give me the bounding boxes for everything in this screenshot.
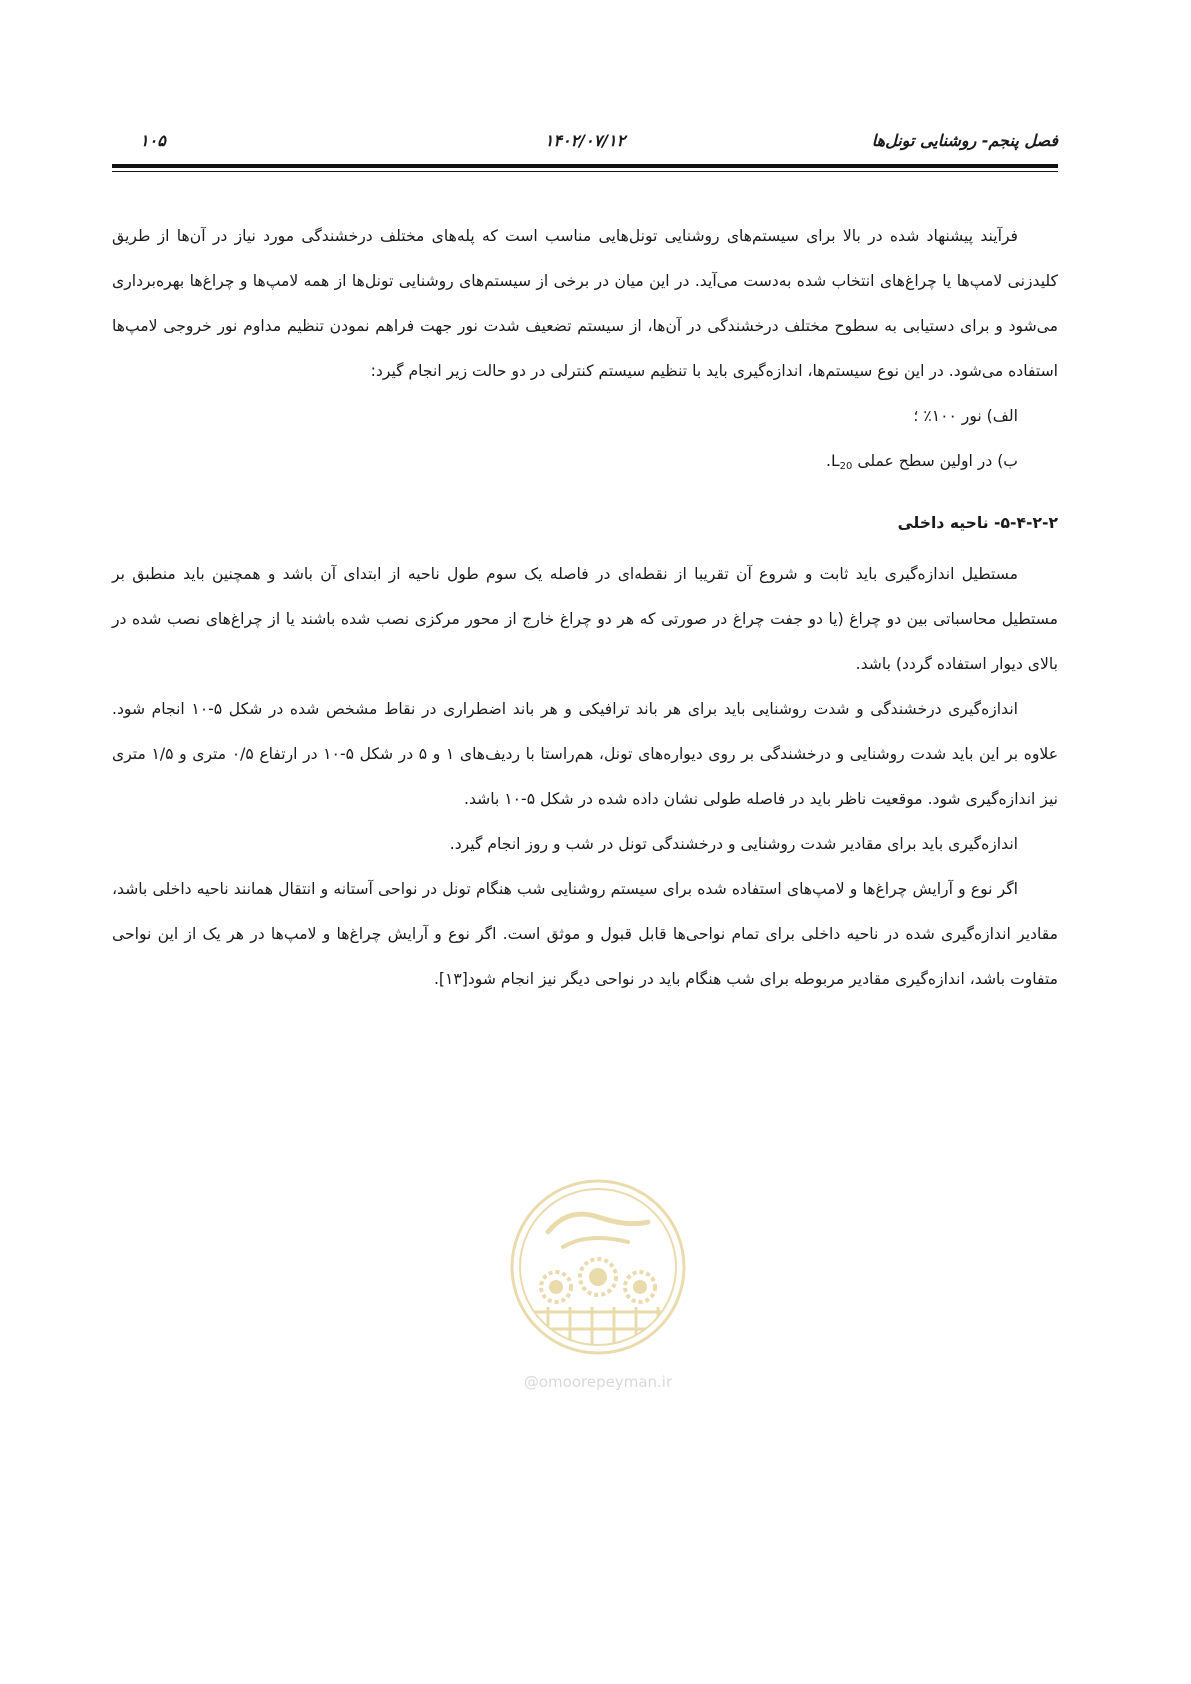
page-header <box>112 128 1058 154</box>
paragraph-measurement-rectangle: مستطیل اندازه‌گیری باید ثابت و شروع آن تقریبا از نقطه‌ای در فاصله یک سوم طول ناحیه از ابتدای آن باشد و همچنین باید منطبق بر مستطیل محاسباتی بین دو چراغ (یا دو جفت چراغ در صورتی که هر دو چراغ خارج از محور مرکزی نصب شده باشند یا از چراغ‌های نصب شده در بالای دیوار استفاده گردد) باشد. <box>112 565 1058 673</box>
luminance-symbol <box>831 452 852 470</box>
page-body <box>112 214 1058 1002</box>
watermark-caption: @omoorepeyman.ir <box>523 1373 673 1391</box>
list-item-b <box>112 439 1058 489</box>
watermark-logo <box>508 1177 688 1407</box>
watermark-seal-icon <box>508 1177 688 1367</box>
paragraph-intro: فرآیند پیشنهاد شده در بالا برای سیستم‌های روشنایی تونل‌هایی مناسب است که پله‌های مختلف درخشندگی مورد نیاز در آن‌ها از طریق کلیدزنی لامپ‌ها یا چراغ‌های انتخاب شده به‌دست می‌آید. در این میان در برخی از سیستم‌های روشنایی تونل‌ها از همه لامپ‌ها و چراغ‌ها بهره‌برداری می‌شود و برای دستیابی به سطوح مختلف درخشندگی در آن‌ها، از سیستم تضعیف شدت نور جهت فراهم نمودن تنظیم مداوم نور خروجی لامپ‌ها استفاده می‌شود. در این نوع سیستم‌ها، اندازه‌گیری باید با تنظیم سیستم کنترلی در دو حالت زیر انجام گیرد: <box>112 227 1058 380</box>
paragraph-measurement-points: اندازه‌گیری درخشندگی و شدت روشنایی باید برای هر باند ترافیکی و هر باند اضطراری در نقاط مشخص شده در شکل ۵-۱۰ انجام شود. علاوه بر این باید شدت روشنایی و درخشندگی بر روی دیواره‌های تونل، هم‌راستا با ردیف‌های ۱ و ۵ در شکل ۵-۱۰ در ارتفاع ۰/۵ متری و ۱/۵ متری نیز اندازه‌گیری شود. موقعیت ناظر باید در فاصله طولی نشان داده شده در شکل ۵-۱۰ باشد. <box>112 700 1059 808</box>
luminance-symbol-letter: L <box>830 452 840 470</box>
chapter-title: فصل پنجم- روشنایی تونل‌ها <box>871 131 1058 150</box>
section-heading: ۵-۴-۲-۲- ناحیه داخلی <box>897 514 1058 532</box>
header-date: ۱۴۰۲/۰۷/۱۲ <box>544 131 626 150</box>
luminance-subscript: 20 <box>839 461 853 472</box>
list-item-b-end: . <box>825 452 831 470</box>
list-item-b-text: ب) در اولین سطح عملی <box>852 452 1018 470</box>
paragraph-zones: اگر نوع و آرایش چراغ‌ها و لامپ‌های استفاده شده برای سیستم روشنایی شب هنگام تونل در نواحی آستانه و انتقال همانند ناحیه داخلی باشد، مقادیر اندازه‌گیری شده در ناحیه داخلی برای تمام نواحی‌ها قابل قبول و موثق است. اگر نوع و آرایش چراغ‌ها و لامپ‌ها در هر یک از این نواحی متفاوت باشد، اندازه‌گیری مقادیر مربوطه برای شب هنگام باید در نواحی دیگر نیز انجام شود[۱۳]. <box>112 880 1058 988</box>
paragraph-day-night: اندازه‌گیری باید برای مقادیر شدت روشنایی و درخشندگی تونل در شب و روز انجام گیرد. <box>449 835 1018 853</box>
list-item-a: الف) نور ۱۰۰٪ ؛ <box>913 407 1018 425</box>
page-number: ۱۰۵ <box>140 131 166 150</box>
header-rule-thick <box>112 164 1058 168</box>
header-rule-thin <box>112 171 1058 172</box>
